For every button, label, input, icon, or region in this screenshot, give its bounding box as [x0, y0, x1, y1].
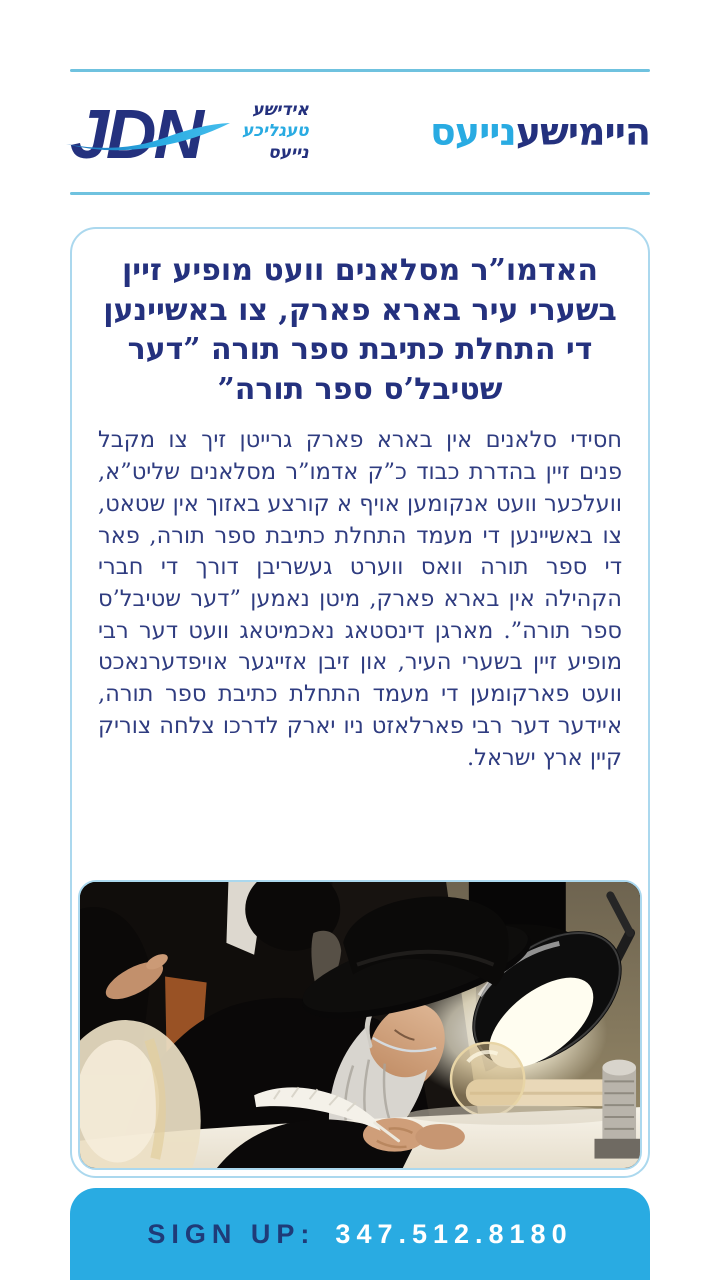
article-card [70, 227, 650, 1178]
jdn-logo-mark [70, 86, 230, 178]
jdn-logo [70, 86, 309, 178]
heimishe-nayes-wordmark [430, 110, 650, 154]
jdn-logo-text: JDN [70, 95, 202, 173]
jdn-tagline-line1: אידישע [252, 100, 309, 121]
signup-label: SIGN UP: [147, 1218, 316, 1249]
header-bottom-divider [70, 192, 650, 195]
jdn-tagline-line3: נייעס [268, 142, 309, 163]
masthead [70, 72, 650, 192]
article-photo [78, 880, 642, 1170]
jdn-swoosh-icon [64, 114, 234, 156]
signup-phone-number: 347.512.8180 [335, 1218, 573, 1249]
jdn-tagline-line2: טעגליכע [242, 121, 309, 142]
rabbi-writing-scene [80, 882, 640, 1168]
article-body: חסידי סלאנים אין בארא פארק גרייטן זיך צו מקבל פנים זיין בהדרת כבוד כ”ק אדמו”ר מסלאנים שליט”א, וועלכער וועט אנקומען אויף א קורצע באזוך אין שטאט, צו באשיינען די מעמד התחלת כתיבת ספר תורה, פאר די ספר תורה וואס ווערט געשריבן דורך די חברי הקהילה אין בארא פארק, מיטן נאמען ”דער שטיבל’ס ספר תורה”. מארגן דינסטאג נאכמיטאג וועט דער רבי מופיע זיין בשערי העיר, און זיבן אזייגער אויפדערנאכט וועט פארקומען די מעמד התחלת כתיבת ספר תורה, איידער דער רבי פארלאזט ניו יארק לדרכו צלחה צוריק קיין ארץ ישראל. [98, 427, 622, 771]
wordmark-dark-part: היימישע [515, 110, 650, 154]
signup-bar[interactable] [70, 1188, 650, 1280]
article-headline: האדמו”ר מסלאנים וועט מופיע זיין בשערי עיר בארא פארק, צו באשיינען די התחלת כתיבת ספר תורה ”דער שטיבל’ס ספר תורה” [103, 253, 617, 407]
wordmark-light-part: נייעס [429, 110, 516, 154]
jdn-tagline [242, 100, 309, 164]
